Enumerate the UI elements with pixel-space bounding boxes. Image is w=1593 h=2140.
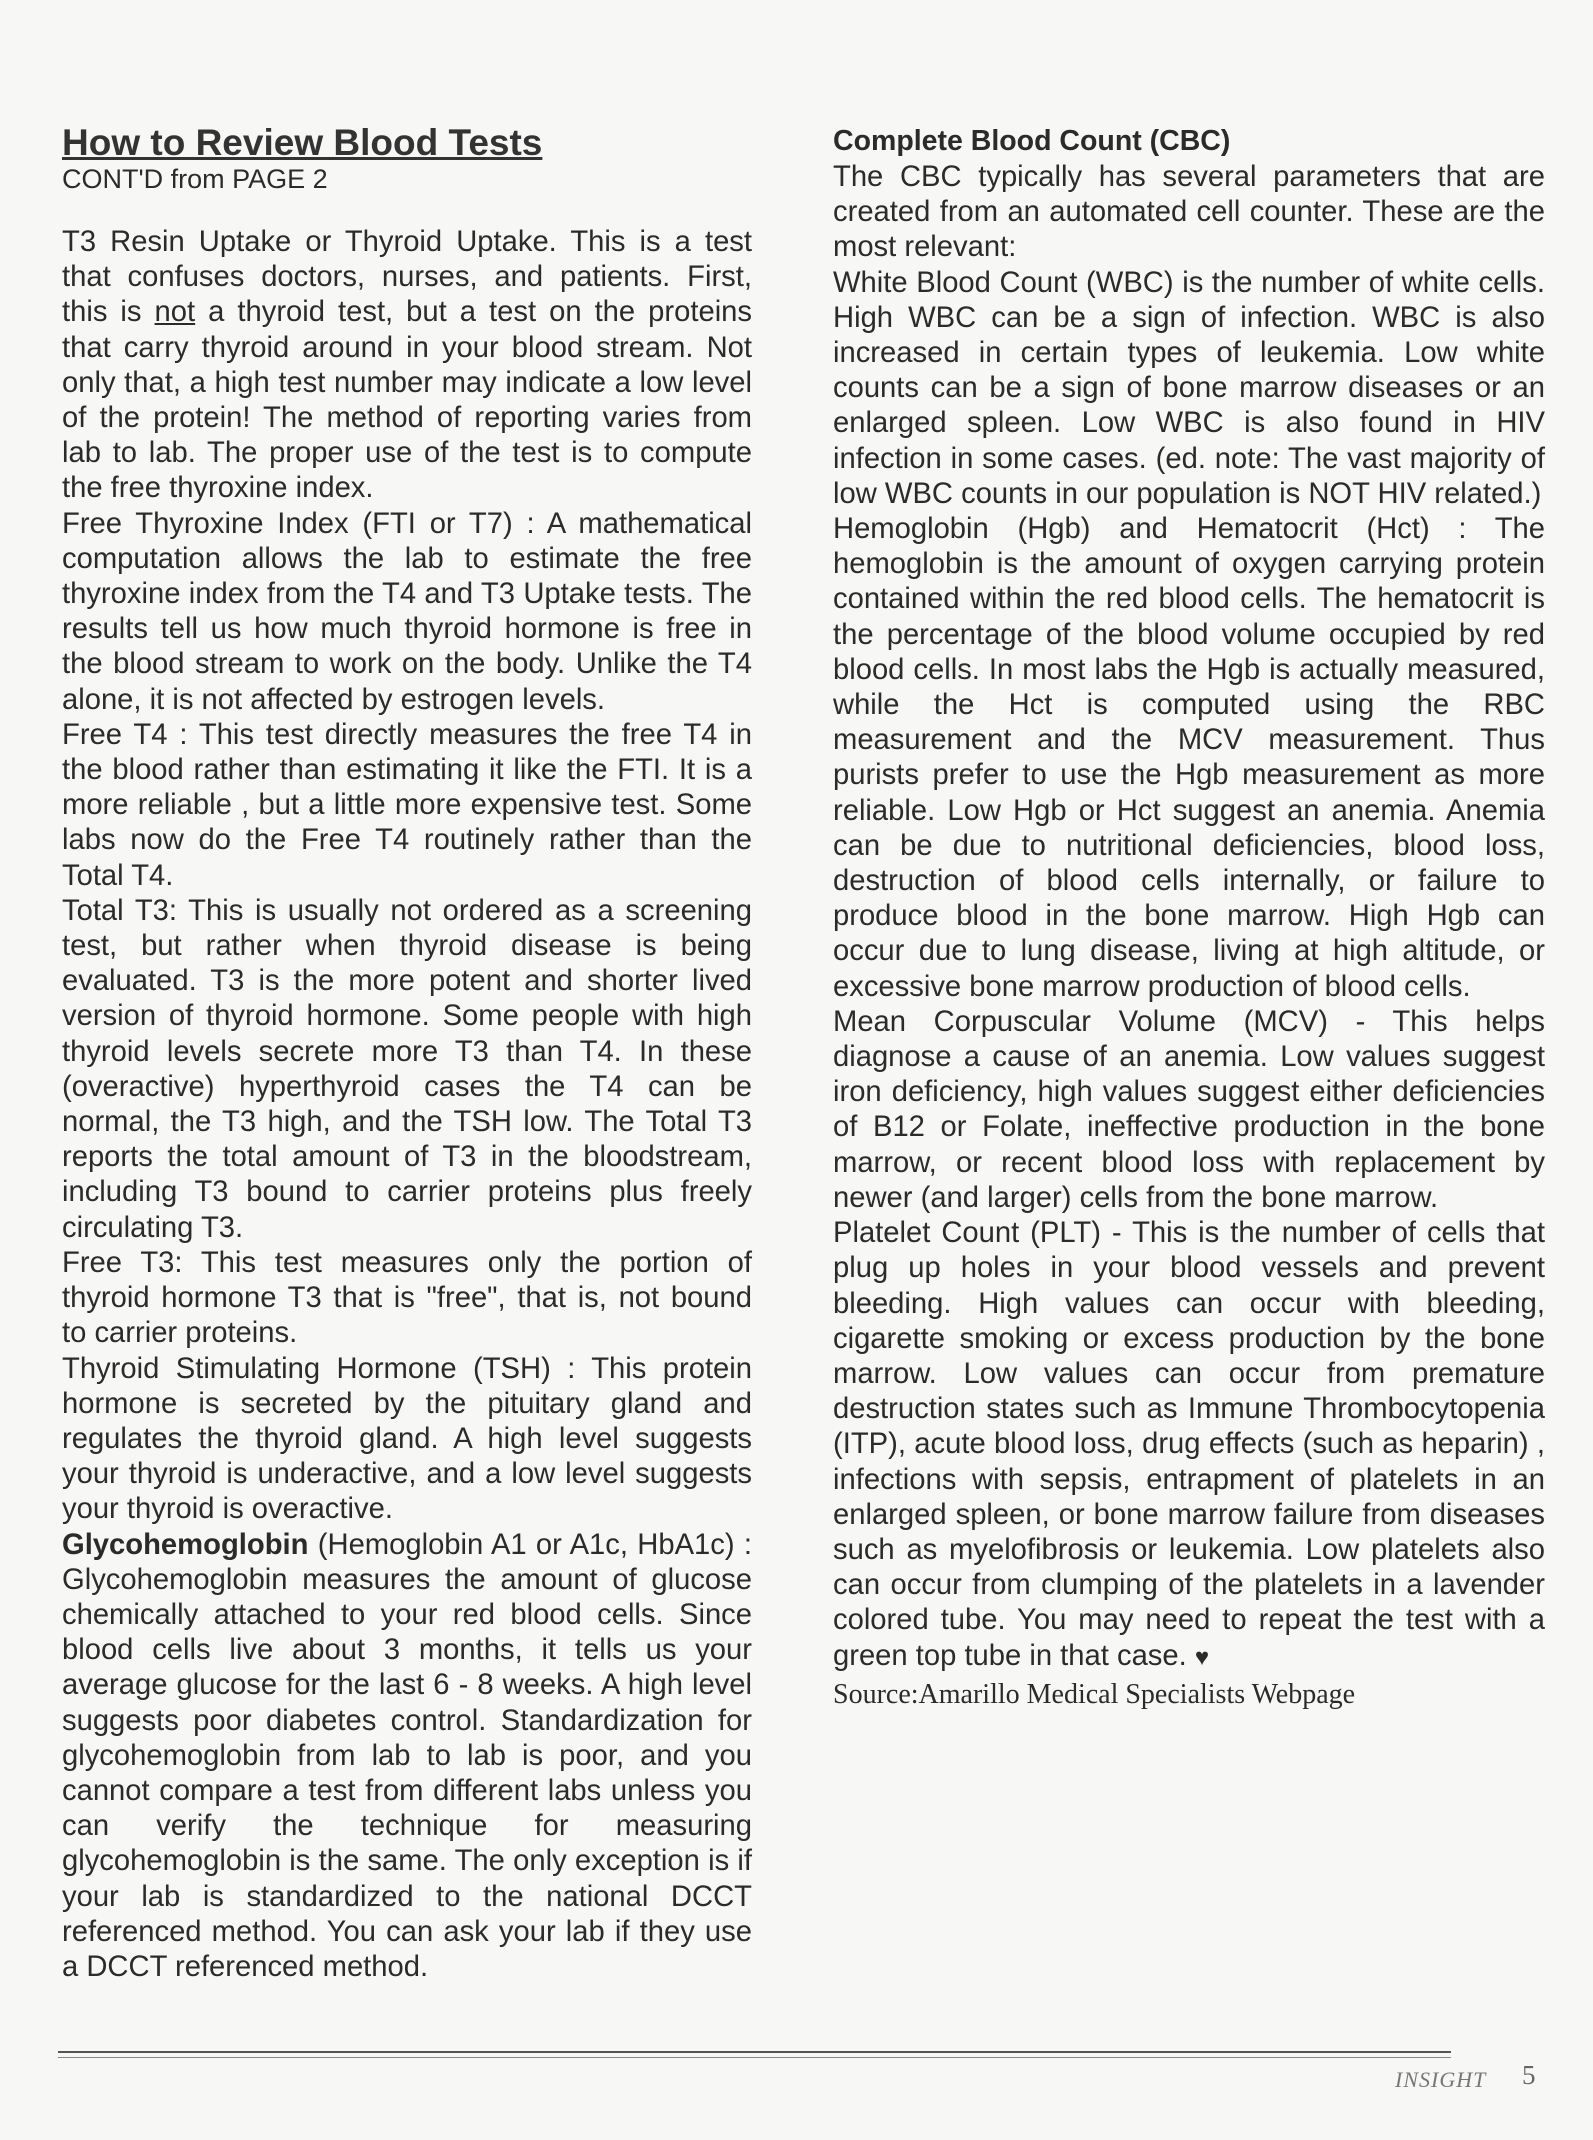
- article-title: How to Review Blood Tests: [62, 122, 543, 163]
- paragraph-tsh: Thyroid Stimulating Hormone (TSH) : This protein hormone is secreted by the pituitary gland and regulates the thyroid gland. A high level suggests your thyroid is underactive, and a low level suggests your thyroid is overactive.: [62, 1352, 752, 1526]
- paragraph-hgb-hct: Hemoglobin (Hgb) and Hematocrit (Hct) : The hemoglobin is the amount of oxygen carrying protein contained within the red blood cells. The hematocrit is the percentage of the blood volume occupied by red blood cells. In most labs the Hgb is actually measured, while the Hct is computed using the RBC measurement and the MCV measurement. Thus purists prefer to use the Hgb measurement as more reliable. Low Hgb or Hct suggest an anemia. Anemia can be due to nutritional deficiencies, blood loss, destruction of blood cells internally, or failure to produce blood in the bone marrow. High Hgb can occur due to lung disease, living at high altitude, or excessive bone marrow production of blood cells.: [833, 513, 1545, 1003]
- footer-rule: [58, 2051, 1451, 2053]
- paragraph-cbc-intro: The CBC typically has several parameters that are created from an automated cell counter. These are the most relevant:: [833, 161, 1545, 264]
- right-column: [833, 120, 1545, 1713]
- paragraph-glycohemoglobin: [62, 1528, 752, 1986]
- paragraph-fti: Free Thyroxine Index (FTI or T7) : A mathematical computation allows the lab to estimate the free thyroxine index from the T4 and T3 Uptake tests. The results tell us how much thyroid hormone is free in the blood stream to work on the body. Unlike the T4 alone, it is not affected by estrogen levels.: [62, 507, 752, 716]
- heart-icon: ♥: [1194, 1643, 1210, 1671]
- paragraph-t3-resin: [62, 225, 752, 507]
- paragraph-free-t4: Free T4 : This test directly measures the free T4 in the blood rather than estimating it like the FTI. It is a more reliable , but a little more expensive test. Some labs now do the Free T4 routinely rather than the Total T4.: [62, 718, 752, 892]
- emphasis-not: not: [154, 296, 196, 329]
- magazine-name: INSIGHT: [1395, 2067, 1487, 2092]
- page-number: 5: [1522, 2060, 1536, 2090]
- plt-text: Platelet Count (PLT) - This is the number of cells that plug up holes in your blood vessels and prevent bleeding. High values can occur with bleeding, cigarette smoking or excess production by the bone marrow. Low values can occur from premature destruction states such as Immune Thrombocytopenia (ITP), acute blood loss, drug effects (such as heparin) , infections with sepsis, entrapment of platelets in an enlarged spleen, or bone marrow failure from diseases such as myelofibrosis or leukemia. Low platelets also can occur from clumping of the platelets in a lavender colored tube. You may need to repeat the test with a green top tube in that case.: [833, 1217, 1545, 1672]
- left-column: [62, 120, 752, 1985]
- paragraph-total-t3: Total T3: This is usually not ordered as a screening test, but rather when thyroid disease is being evaluated. T3 is the more potent and shorter lived version of thyroid hormone. Some people with high thyroid levels secrete more T3 than T4. In these (overactive) hyperthyroid cases the T4 can be normal, the T3 high, and the TSH low. The Total T3 reports the total amount of T3 in the bloodstream, including T3 bound to carrier proteins plus freely circulating T3.: [62, 894, 752, 1244]
- paragraph-free-t3: Free T3: This test measures only the portion of thyroid hormone T3 that is "free", that is, not bound to carrier proteins.: [62, 1246, 752, 1350]
- t3-resin-text-1: T3 Resin Uptake or Thyroid Uptake. This is a test that confuses doctors, nurses, and patients. First, this is: [62, 226, 752, 329]
- paragraph-mcv: Mean Corpuscular Volume (MCV) - This helps diagnose a cause of an anemia. Low values suggest iron deficiency, high values suggest either deficiencies of B12 or Folate, ineffective production in the bone marrow, or recent blood loss with replacement by newer (and larger) cells from the bone marrow.: [833, 1005, 1545, 1214]
- paragraph-plt: [833, 1216, 1545, 1675]
- continued-note: CONT'D from PAGE 2: [62, 164, 328, 194]
- glycohemoglobin-text: (Hemoglobin A1 or A1c, HbA1c) : Glycohemoglobin measures the amount of glucose chemically attached to your red blood cells. Since blood cells live about 3 months, it tells us your average glucose for the last 6 - 8 weeks. A high level suggests poor diabetes control. Standardization for glycohemoglobin from lab to lab is poor, and you cannot compare a test from different labs unless you can verify the technique for measuring glycohemoglobin is the same. The only exception is if your lab is standardized to the national DCCT referenced method. You can ask your lab if they use a DCCT referenced method.: [62, 1528, 752, 1983]
- t3-resin-text-2: a thyroid test, but a test on the proteins that carry thyroid around in your blood stream. Not only that, a high test number may indicate a low level of the protein! The method of reporting varies from lab to lab. The proper use of the test is to compute the free thyroxine index.: [62, 296, 752, 505]
- glycohemoglobin-heading: Glycohemoglobin: [62, 1528, 309, 1561]
- source-credit: Source:Amarillo Medical Specialists Webpage: [833, 1678, 1356, 1710]
- paragraph-wbc: White Blood Count (WBC) is the number of white cells. High WBC can be a sign of infection. WBC is also increased in certain types of leukemia. Low white counts can be a sign of bone marrow diseases or an enlarged spleen. Low WBC is also found in HIV infection in some cases. (ed. note: The vast majority of low WBC counts in our population is NOT HIV related.): [833, 266, 1545, 510]
- cbc-section-title: Complete Blood Count (CBC): [833, 125, 1231, 157]
- footer-rule-thin: [58, 2057, 1451, 2058]
